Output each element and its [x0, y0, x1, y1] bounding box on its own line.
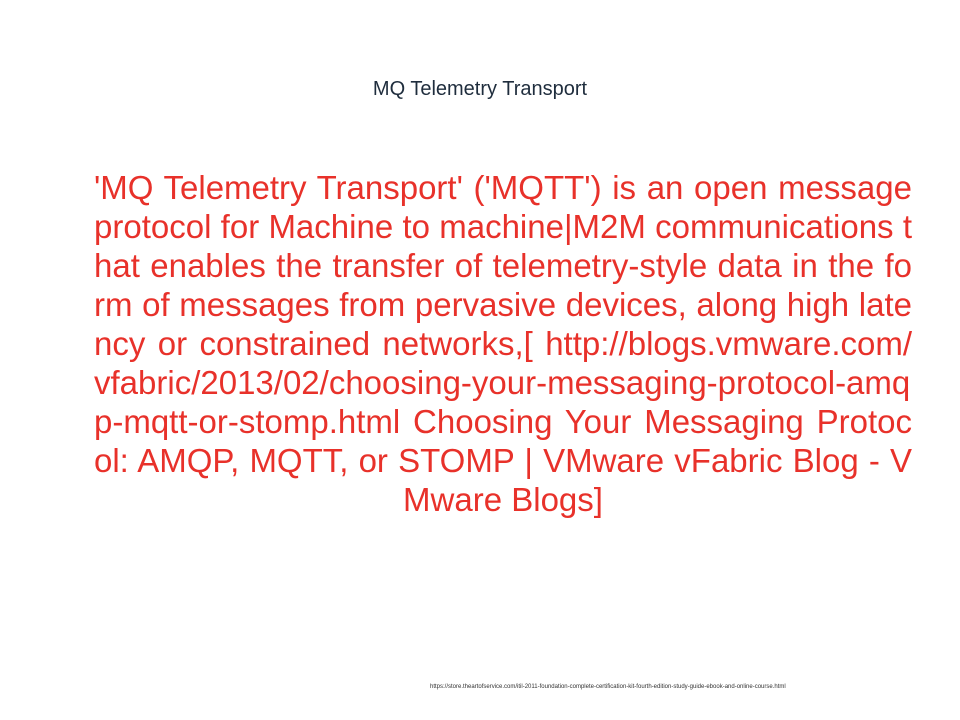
slide-body-text: 'MQ Telemetry Transport' ('MQTT') is an open message protocol for Machine to machine|M2M communications that enables the transfer of telemetry-style data in the form of messages from pervasive devices, along high latency or constrained networks,[ http://blogs.vmware.com/vfabric/2013/02/choosing-your-messaging-protocol-amqp-mqtt-or-stomp.html Choosing Your Messaging Protocol: AMQP, MQTT, or STOMP | VMware vFabric Blog - VMware Blogs] — [94, 169, 912, 518]
slide-title: MQ Telemetry Transport — [372, 78, 588, 100]
source-url: https://store.theartofservice.com/itil-2011-foundation-complete-certification-kit-fourth-edition-study-guide-ebook-and-online-course.html — [430, 684, 786, 690]
